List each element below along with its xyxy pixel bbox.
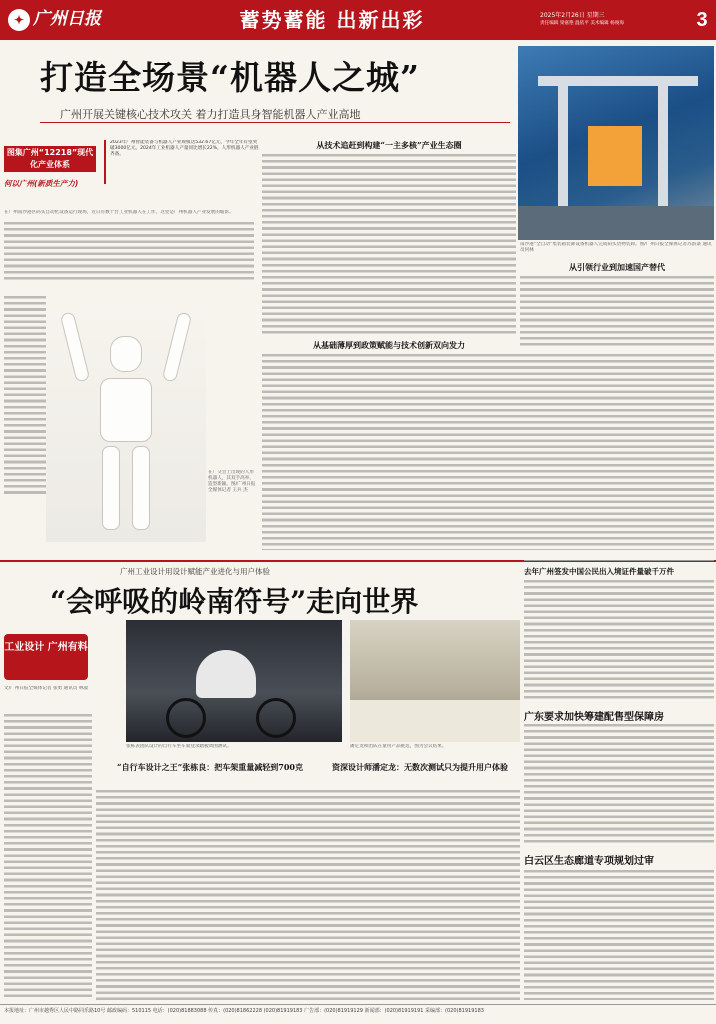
right-divider: [524, 560, 714, 561]
main-headline: 打造全场景“机器人之城”: [40, 58, 420, 97]
hero-photo-caption: 南沙港“全自动”集装箱装卸设备机器人完成码头货物装卸。图/广州日报全媒体记者苏韵桑 通讯员何林: [520, 242, 712, 254]
humanoid-robot-photo: [46, 306, 206, 542]
robot-photo-caption: 在广交会上出现的人形机器人，其双手高举，造型新颖。图/广州日报全媒体记者 王兵 杰: [208, 470, 256, 494]
page-number: 3: [696, 9, 708, 31]
lower-body: [96, 790, 520, 1002]
section-3-body: [520, 276, 714, 348]
right-body-3: [524, 870, 714, 1000]
right-title-1: 去年广州签发中国公民出入境证件量破千万件: [524, 567, 674, 576]
right-body-2: [524, 724, 714, 844]
date-editors: [540, 12, 690, 28]
photo1-caption: 张栋表团队设计的自行车坐车骑登录踏板周围测试。: [126, 744, 232, 749]
editors-line: 责任编辑 梁嘉艳 温依平 美术编辑 杨俊海: [540, 21, 624, 26]
right-title-2: 广东要求加快筹建配售型保障房: [524, 712, 664, 723]
left-col-body: [4, 296, 46, 496]
feature-badge: [4, 634, 88, 680]
lead-paragraph: 在广州南沙港区码头自动化设备运行现场，近日有数十台工业机器人在工作，这里是广州机器人产业发展的缩影。: [4, 210, 234, 215]
section-title-3: 从引领行业到加速国产替代: [569, 262, 665, 272]
lower-kicker: 广州工业设计用设计赋能产业进化与用户体验: [120, 567, 270, 576]
cyclist-photo: [126, 620, 342, 742]
divider: [40, 122, 510, 123]
intro-box: 2023年广州智能装备与机器人产业规模达532.67亿元，今年全年有望突破3000亿元。2024年工业机器人产量同比增长22%，人形机器人产业链齐备。: [110, 140, 259, 158]
intro-bar: [104, 140, 106, 184]
section-2-body: [262, 354, 714, 550]
footer: 本报地址：广州市越秀区人民中路同乐路10号 邮政编码：510115 电话：(020)81883088 传真：(020)81862228 (020)81919183 广告部：(020)81919129 新闻部：(020)81919191 采编部：(020)81919183: [0, 1004, 716, 1024]
main-subheadline: 广州开展关键核心技术攻关 着力打造具身智能机器人产业高地: [60, 108, 361, 121]
subhead-2: 资深设计师潘定龙：无数次测试只为提升用户体验: [332, 762, 508, 772]
right-body-1: [524, 580, 714, 700]
newspaper-logo: [8, 6, 118, 32]
design-team-photo: [350, 620, 520, 742]
right-title-3: 白云区生态廊道专项规划过审: [524, 856, 654, 867]
feature-body: [4, 714, 92, 1000]
logo-seal-icon: ✦: [8, 9, 30, 31]
series-stamp: 何以广州(新质生产力): [4, 179, 79, 188]
sidebar-title: 图集广州“12218”现代化产业体系: [4, 146, 96, 172]
port-crane-photo: [518, 46, 714, 240]
section-1-body: [262, 154, 516, 334]
feature-badge-title: 工业设计 广州有料: [4, 642, 88, 653]
photo2-caption: 潘定龙和团队在童用产品挑选，图为会议结果。: [350, 744, 447, 749]
logo-text: 广州日报: [33, 9, 101, 29]
section-title-2: 从基础薄厚到政策赋能与技术创新双向发力: [313, 340, 465, 350]
feature-byline: 文/广州日报全媒体记者 张勇 通讯员 林淑: [4, 686, 89, 691]
section-title-1: 从技术追赶到构建“一主多核”产业生态圈: [316, 140, 462, 150]
subhead-1: “自行车设计之王”张栋良：把车架重量减轻到700克: [117, 762, 303, 772]
issue-date: 2025年2月26日 星期三: [540, 12, 605, 19]
page-topic: 蓄势蓄能 出新出彩: [239, 8, 425, 32]
lower-headline: “会呼吸的岭南符号”走向世界: [50, 585, 419, 618]
lead-body: [4, 222, 254, 282]
